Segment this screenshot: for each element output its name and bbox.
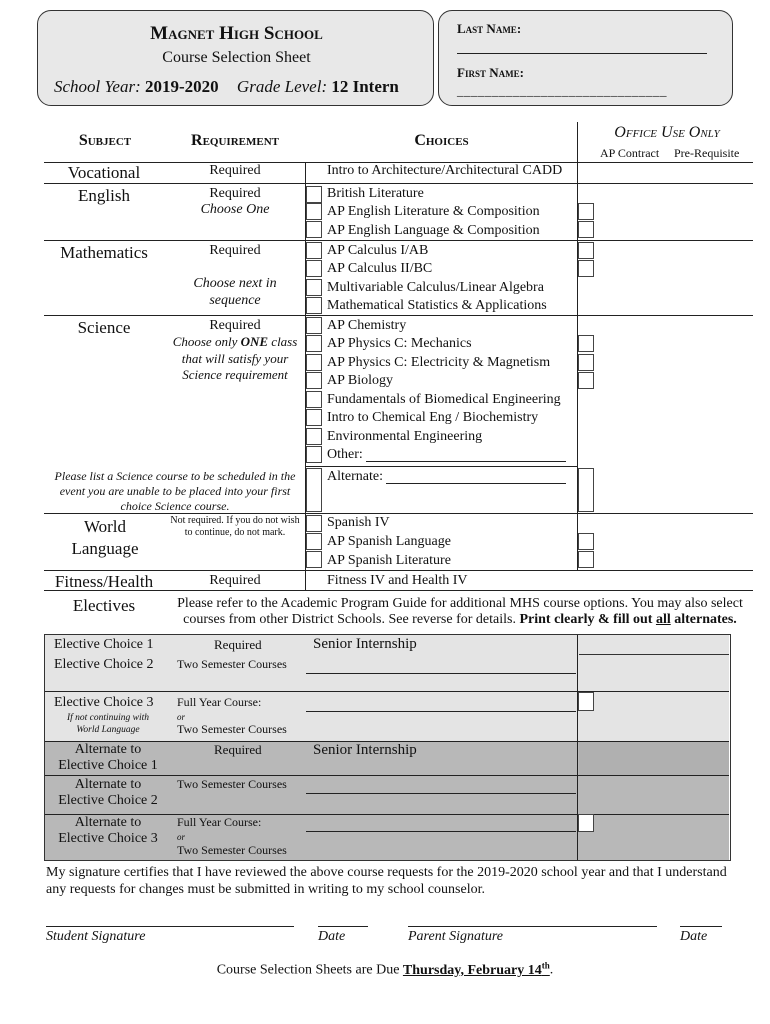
alternate-3-or: or bbox=[177, 832, 186, 842]
vocational-choice: Intro to Architecture/Architectural CADD bbox=[327, 163, 563, 178]
science-checkbox-5[interactable] bbox=[306, 391, 322, 408]
alternate-3-office-box[interactable] bbox=[578, 814, 594, 832]
science-ap-contract-box-1[interactable] bbox=[578, 335, 594, 352]
date-2-label: Date bbox=[680, 929, 708, 944]
column-requirement: Requirement bbox=[191, 132, 279, 149]
elective-1-value[interactable]: Senior Internship bbox=[313, 636, 417, 652]
subject-english: English bbox=[78, 186, 130, 205]
date-1-line[interactable] bbox=[318, 926, 368, 927]
english-checkbox-3[interactable] bbox=[306, 221, 322, 238]
science-choice-5: Fundamentals of Biomedical Engineering bbox=[327, 392, 561, 407]
science-choice-2: AP Physics C: Mechanics bbox=[327, 336, 472, 351]
world-language-checkbox-1[interactable] bbox=[306, 515, 322, 532]
alternate-1-requirement: Required bbox=[214, 742, 262, 757]
world-language-choice-2: AP Spanish Language bbox=[327, 534, 451, 549]
world-language-checkbox-3[interactable] bbox=[306, 551, 322, 568]
science-checkbox-3[interactable] bbox=[306, 354, 322, 371]
world-language-ap-contract-box-1[interactable] bbox=[578, 533, 594, 550]
english-ap-contract-box-1[interactable] bbox=[578, 203, 594, 220]
subject-fitness-health: Fitness/Health bbox=[54, 572, 154, 591]
alternate-2-label: Alternate to Elective Choice 2 bbox=[58, 777, 158, 808]
elective-3-office-box[interactable] bbox=[578, 692, 594, 711]
math-checkbox-1[interactable] bbox=[306, 242, 322, 259]
fitness-requirement: Required bbox=[209, 573, 261, 588]
grade-level-label: Grade Level bbox=[236, 77, 322, 96]
world-language-choice-3: AP Spanish Literature bbox=[327, 553, 451, 568]
school-year-value: 2019-2020 bbox=[145, 77, 219, 96]
elective-2-label: Elective Choice 2 bbox=[54, 657, 154, 672]
science-other-label: Other: bbox=[327, 447, 363, 462]
column-subject: Subject bbox=[78, 132, 132, 149]
certification-text: My signature certifies that I have reviewed the above course requests for the 2019-2020 school year and that I understand any requests for changes must be submitted in writing to my school counselor. bbox=[46, 865, 727, 897]
elective-3-requirement-2: Two Semester Courses bbox=[177, 722, 287, 736]
alternate-1-value[interactable]: Senior Internship bbox=[313, 742, 417, 758]
grade-level-value: 12 Intern bbox=[331, 77, 399, 96]
english-checkbox-1[interactable] bbox=[306, 186, 322, 203]
elective-1-requirement: Required bbox=[214, 637, 262, 652]
elective-2-requirement: Two Semester Courses bbox=[177, 657, 287, 671]
english-choice-1: British Literature bbox=[327, 186, 424, 201]
alternate-3-requirement-1: Full Year Course: bbox=[177, 815, 262, 829]
math-ap-contract-box-2[interactable] bbox=[578, 260, 594, 277]
math-choice-3: Multivariable Calculus/Linear Algebra bbox=[327, 280, 544, 295]
math-checkbox-4[interactable] bbox=[306, 297, 322, 314]
math-note: Choose next in sequence bbox=[193, 276, 277, 308]
last-name-label: Last Name: bbox=[457, 21, 522, 36]
math-requirement: Required bbox=[209, 243, 261, 258]
world-language-checkbox-2[interactable] bbox=[306, 533, 322, 550]
date-1-label: Date bbox=[318, 929, 346, 944]
science-ap-contract-box-2[interactable] bbox=[578, 354, 594, 371]
student-signature-line[interactable] bbox=[46, 926, 294, 927]
english-note: Choose One bbox=[200, 202, 270, 217]
science-choice-7: Environmental Engineering bbox=[327, 429, 483, 444]
science-choice-3: AP Physics C: Electricity & Magnetism bbox=[327, 355, 551, 370]
science-choice-4: AP Biology bbox=[327, 373, 393, 388]
math-choice-4: Mathematical Statistics & Applications bbox=[327, 298, 547, 313]
science-choice-6: Intro to Chemical Eng / Biochemistry bbox=[327, 410, 539, 425]
subject-science: Science bbox=[77, 318, 131, 337]
subject-world-language: World Language bbox=[71, 517, 139, 558]
alternate-1-label: Alternate to Elective Choice 1 bbox=[58, 742, 158, 773]
english-ap-contract-box-2[interactable] bbox=[578, 221, 594, 238]
english-requirement: Required bbox=[209, 186, 261, 201]
elective-3-requirement-1: Full Year Course: bbox=[177, 695, 262, 709]
elective-3-sublabel: If not continuing with World Language bbox=[66, 713, 150, 735]
fitness-choice: Fitness IV and Health IV bbox=[327, 573, 468, 588]
pre-requisite-label: Pre-Requisite bbox=[674, 146, 740, 160]
science-other-field[interactable] bbox=[366, 461, 566, 462]
english-choice-3: AP English Language & Composition bbox=[327, 223, 540, 238]
parent-signature-line[interactable] bbox=[408, 926, 657, 927]
science-checkbox-1[interactable] bbox=[306, 317, 322, 334]
world-language-choice-1: Spanish IV bbox=[327, 515, 390, 530]
subject-vocational: Vocational bbox=[67, 163, 141, 182]
science-checkbox-other[interactable] bbox=[306, 446, 322, 463]
science-checkbox-6[interactable] bbox=[306, 409, 322, 426]
world-language-requirement: Not required. If you do not wish to continue, do not mark. bbox=[170, 515, 300, 538]
math-ap-contract-box-1[interactable] bbox=[578, 242, 594, 259]
column-choices: Choices bbox=[414, 132, 469, 149]
science-alternate-note: Please list a Science course to be scheduled in the event you are unable to be placed into your first choice Science course. bbox=[54, 469, 296, 513]
school-name: Magnet High School bbox=[150, 23, 323, 44]
alternate-3-label: Alternate to Elective Choice 3 bbox=[58, 815, 158, 846]
subject-mathematics: Mathematics bbox=[60, 243, 148, 262]
first-name-field[interactable]: ______________________________ bbox=[457, 83, 667, 98]
alternate-3-field-full-year[interactable] bbox=[306, 831, 576, 832]
school-year-line: School Year: 2019-2020 Grade Level: 12 Intern bbox=[54, 77, 399, 96]
elective-3-field-full-year[interactable] bbox=[306, 711, 576, 712]
science-alternate-label: Alternate: bbox=[327, 469, 383, 484]
science-alternate-checkbox[interactable] bbox=[306, 468, 322, 512]
science-checkbox-7[interactable] bbox=[306, 428, 322, 445]
alternate-3-requirement-2: Two Semester Courses bbox=[177, 843, 287, 857]
science-checkbox-4[interactable] bbox=[306, 372, 322, 389]
first-name-label: First Name: bbox=[457, 65, 524, 80]
subject-electives: Electives bbox=[72, 596, 136, 615]
science-choice-1: AP Chemistry bbox=[327, 318, 407, 333]
column-office-use: Office Use Only bbox=[614, 124, 720, 141]
math-checkbox-3[interactable] bbox=[306, 279, 322, 296]
elective-3-label: Elective Choice 3 bbox=[54, 695, 154, 710]
student-name-box bbox=[438, 10, 733, 106]
parent-signature-label: Parent Signature bbox=[408, 929, 504, 944]
math-checkbox-2[interactable] bbox=[306, 260, 322, 277]
electives-note: Please refer to the Academic Program Guide for additional MHS course options. You may also select courses from other District Schools. See reverse for details. Print clearly & fill out all alternates. bbox=[177, 596, 743, 627]
school-info-box bbox=[37, 10, 434, 106]
vocational-requirement: Required bbox=[209, 163, 261, 178]
english-checkbox-2[interactable] bbox=[306, 203, 322, 220]
elective-1-label: Elective Choice 1 bbox=[54, 637, 154, 652]
elective-3-or: or bbox=[177, 712, 186, 722]
science-note: Choose only ONE class that will satisfy your Science requirement bbox=[172, 334, 298, 382]
math-choice-2: AP Calculus II/BC bbox=[327, 261, 433, 276]
last-name-field[interactable] bbox=[457, 53, 707, 54]
science-requirement: Required bbox=[209, 318, 261, 333]
science-alternate-field[interactable] bbox=[386, 483, 566, 484]
alternate-2-field[interactable] bbox=[306, 793, 576, 794]
science-checkbox-2[interactable] bbox=[306, 335, 322, 352]
math-choice-1: AP Calculus I/AB bbox=[327, 243, 429, 258]
world-language-ap-contract-box-2[interactable] bbox=[578, 551, 594, 568]
english-choice-2: AP English Literature & Composition bbox=[327, 204, 540, 219]
ap-contract-label: AP Contract bbox=[600, 146, 660, 160]
sheet-title: Course Selection Sheet bbox=[162, 49, 311, 66]
alternate-2-requirement: Two Semester Courses bbox=[177, 777, 287, 791]
science-alternate-office-box[interactable] bbox=[578, 468, 594, 512]
due-date-footer: Course Selection Sheets are Due Thursday, February 14th. bbox=[216, 960, 554, 978]
elective-2-field-1[interactable] bbox=[306, 673, 576, 674]
date-2-line[interactable] bbox=[680, 926, 722, 927]
student-signature-label: Student Signature bbox=[46, 929, 146, 944]
school-year-label: School Year bbox=[54, 77, 136, 96]
science-ap-contract-box-3[interactable] bbox=[578, 372, 594, 389]
